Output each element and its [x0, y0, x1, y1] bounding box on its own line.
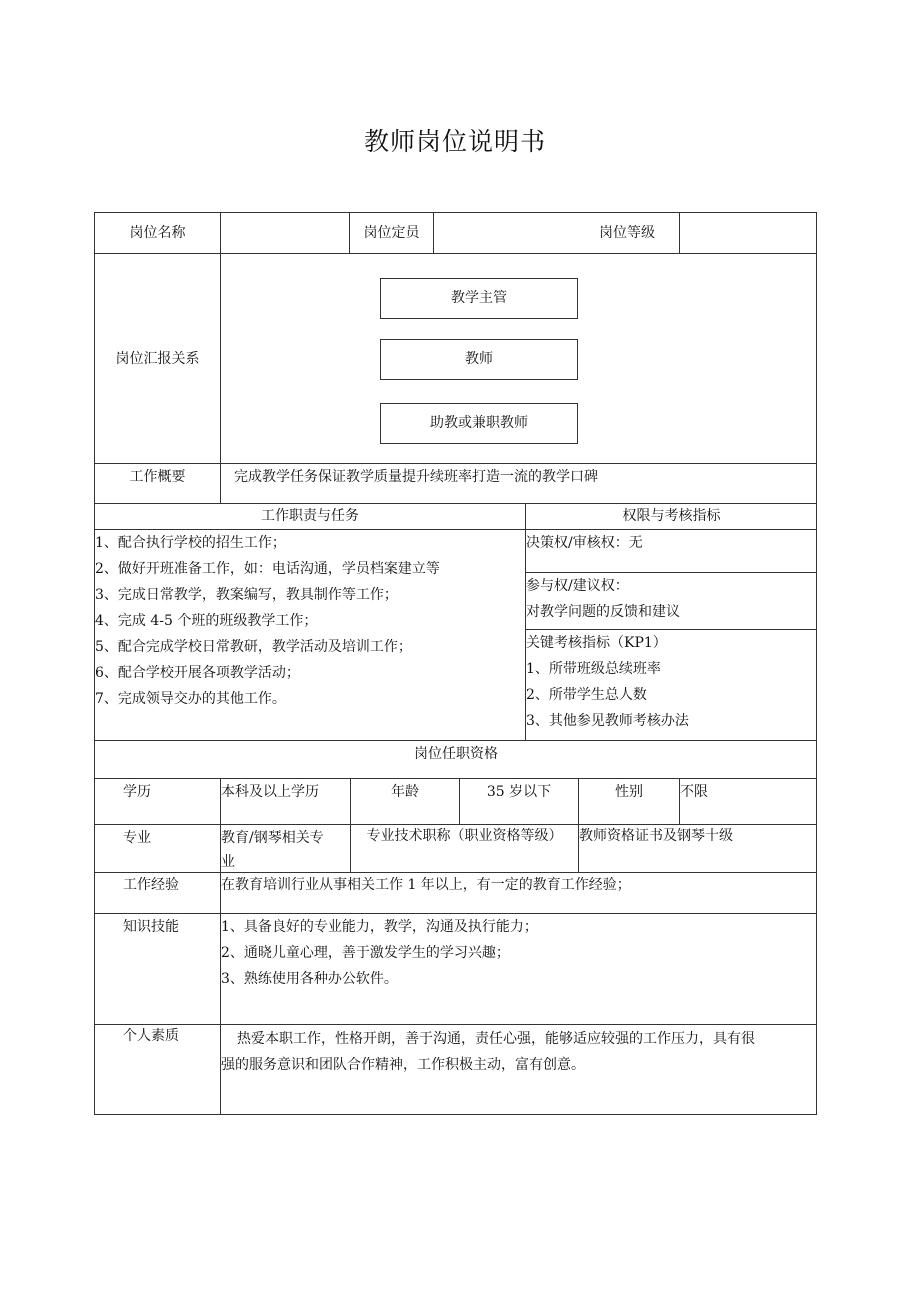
major-value-line: 业: [221, 854, 235, 870]
education-value: 本科及以上学历: [220, 778, 350, 824]
overview-text: 完成教学任务保证教学质量提升续班率打造一流的教学口碑: [220, 463, 817, 503]
page-title: 教师岗位说明书: [363, 127, 546, 156]
major-value-line: 教育/钢琴相关专: [221, 830, 324, 846]
personal-quality-value: [220, 1024, 817, 1115]
skill-item: 2、通晓儿童心理，善于激发学生的学习兴趣；: [221, 945, 510, 961]
org-box-supervisor: 教学主管: [380, 278, 578, 319]
org-box-teacher: 教师: [380, 339, 578, 380]
kpi-item: 3、其他参见教师考核办法: [526, 713, 689, 729]
kpi-item: 2、所带学生总人数: [526, 687, 647, 703]
duty-item: 5、配合完成学校日常教研，教学活动及培训工作；: [95, 639, 412, 655]
org-box-assistant: 助教或兼职教师: [380, 403, 578, 444]
kpi-cell: [525, 629, 817, 740]
decision-right: 决策权/审核权：无: [525, 529, 817, 572]
duties-header: 工作职责与任务: [94, 503, 525, 529]
kpi-label: 关键考核指标（KP1）: [526, 635, 667, 651]
major-value: [220, 824, 350, 872]
duties-list: [94, 529, 525, 740]
professional-title-label: 专业技术职称（职业资格等级）: [350, 824, 578, 872]
education-label: 学历: [94, 778, 220, 824]
age-value: 35 岁以下: [459, 778, 578, 824]
participation-text: 对教学问题的反馈和建议: [526, 604, 680, 620]
experience-value: 在教育培训行业从事相关工作 1 年以上，有一定的教育工作经验；: [220, 872, 817, 913]
personal-quality-line: 热爱本职工作，性格开朗，善于沟通，责任心强，能够适应较强的工作压力，具有很: [237, 1031, 755, 1047]
position-name-label: 岗位名称: [94, 212, 220, 253]
personal-quality-label: 个人素质: [94, 1024, 220, 1115]
duty-item: 1、配合执行学校的招生工作；: [95, 535, 286, 551]
skills-label: 知识技能: [94, 913, 220, 1024]
duty-item: 6、配合学校开展各项教学活动；: [95, 665, 300, 681]
staff-count-label: 岗位定员: [349, 212, 433, 253]
position-name-value: [220, 212, 349, 253]
participation-right: [525, 572, 817, 629]
experience-label: 工作经验: [94, 872, 220, 913]
reporting-label: 岗位汇报关系: [94, 253, 220, 463]
skill-item: 3、熟练使用各种办公软件。: [221, 971, 398, 987]
age-label: 年龄: [350, 778, 459, 824]
skills-list: [220, 913, 817, 1024]
duty-item: 4、完成 4-5 个班的班级教学工作；: [95, 613, 318, 629]
personal-quality-line: 强的服务意识和团队合作精神，工作积极主动，富有创意。: [221, 1057, 585, 1073]
professional-title-value: 教师资格证书及钢琴十级: [578, 824, 817, 872]
duty-item: 3、完成日常教学，教案编写，教具制作等工作；: [95, 587, 398, 603]
gender-value: 不限: [679, 778, 817, 824]
duty-item: 2、做好开班准备工作，如：电话沟通，学员档案建立等: [95, 561, 440, 577]
position-grade-value: [679, 212, 817, 253]
major-label: 专业: [94, 824, 220, 872]
participation-label: 参与权/建议权：: [526, 578, 629, 594]
position-grade-label: 岗位等级: [433, 212, 679, 253]
authority-header: 权限与考核指标: [525, 503, 817, 529]
duty-item: 7、完成领导交办的其他工作。: [95, 691, 286, 707]
skill-item: 1、具备良好的专业能力，教学，沟通及执行能力；: [221, 919, 538, 935]
overview-label: 工作概要: [94, 463, 220, 503]
qualification-header: 岗位任职资格: [94, 740, 817, 778]
gender-label: 性别: [578, 778, 679, 824]
kpi-item: 1、所带班级总续班率: [526, 661, 661, 677]
